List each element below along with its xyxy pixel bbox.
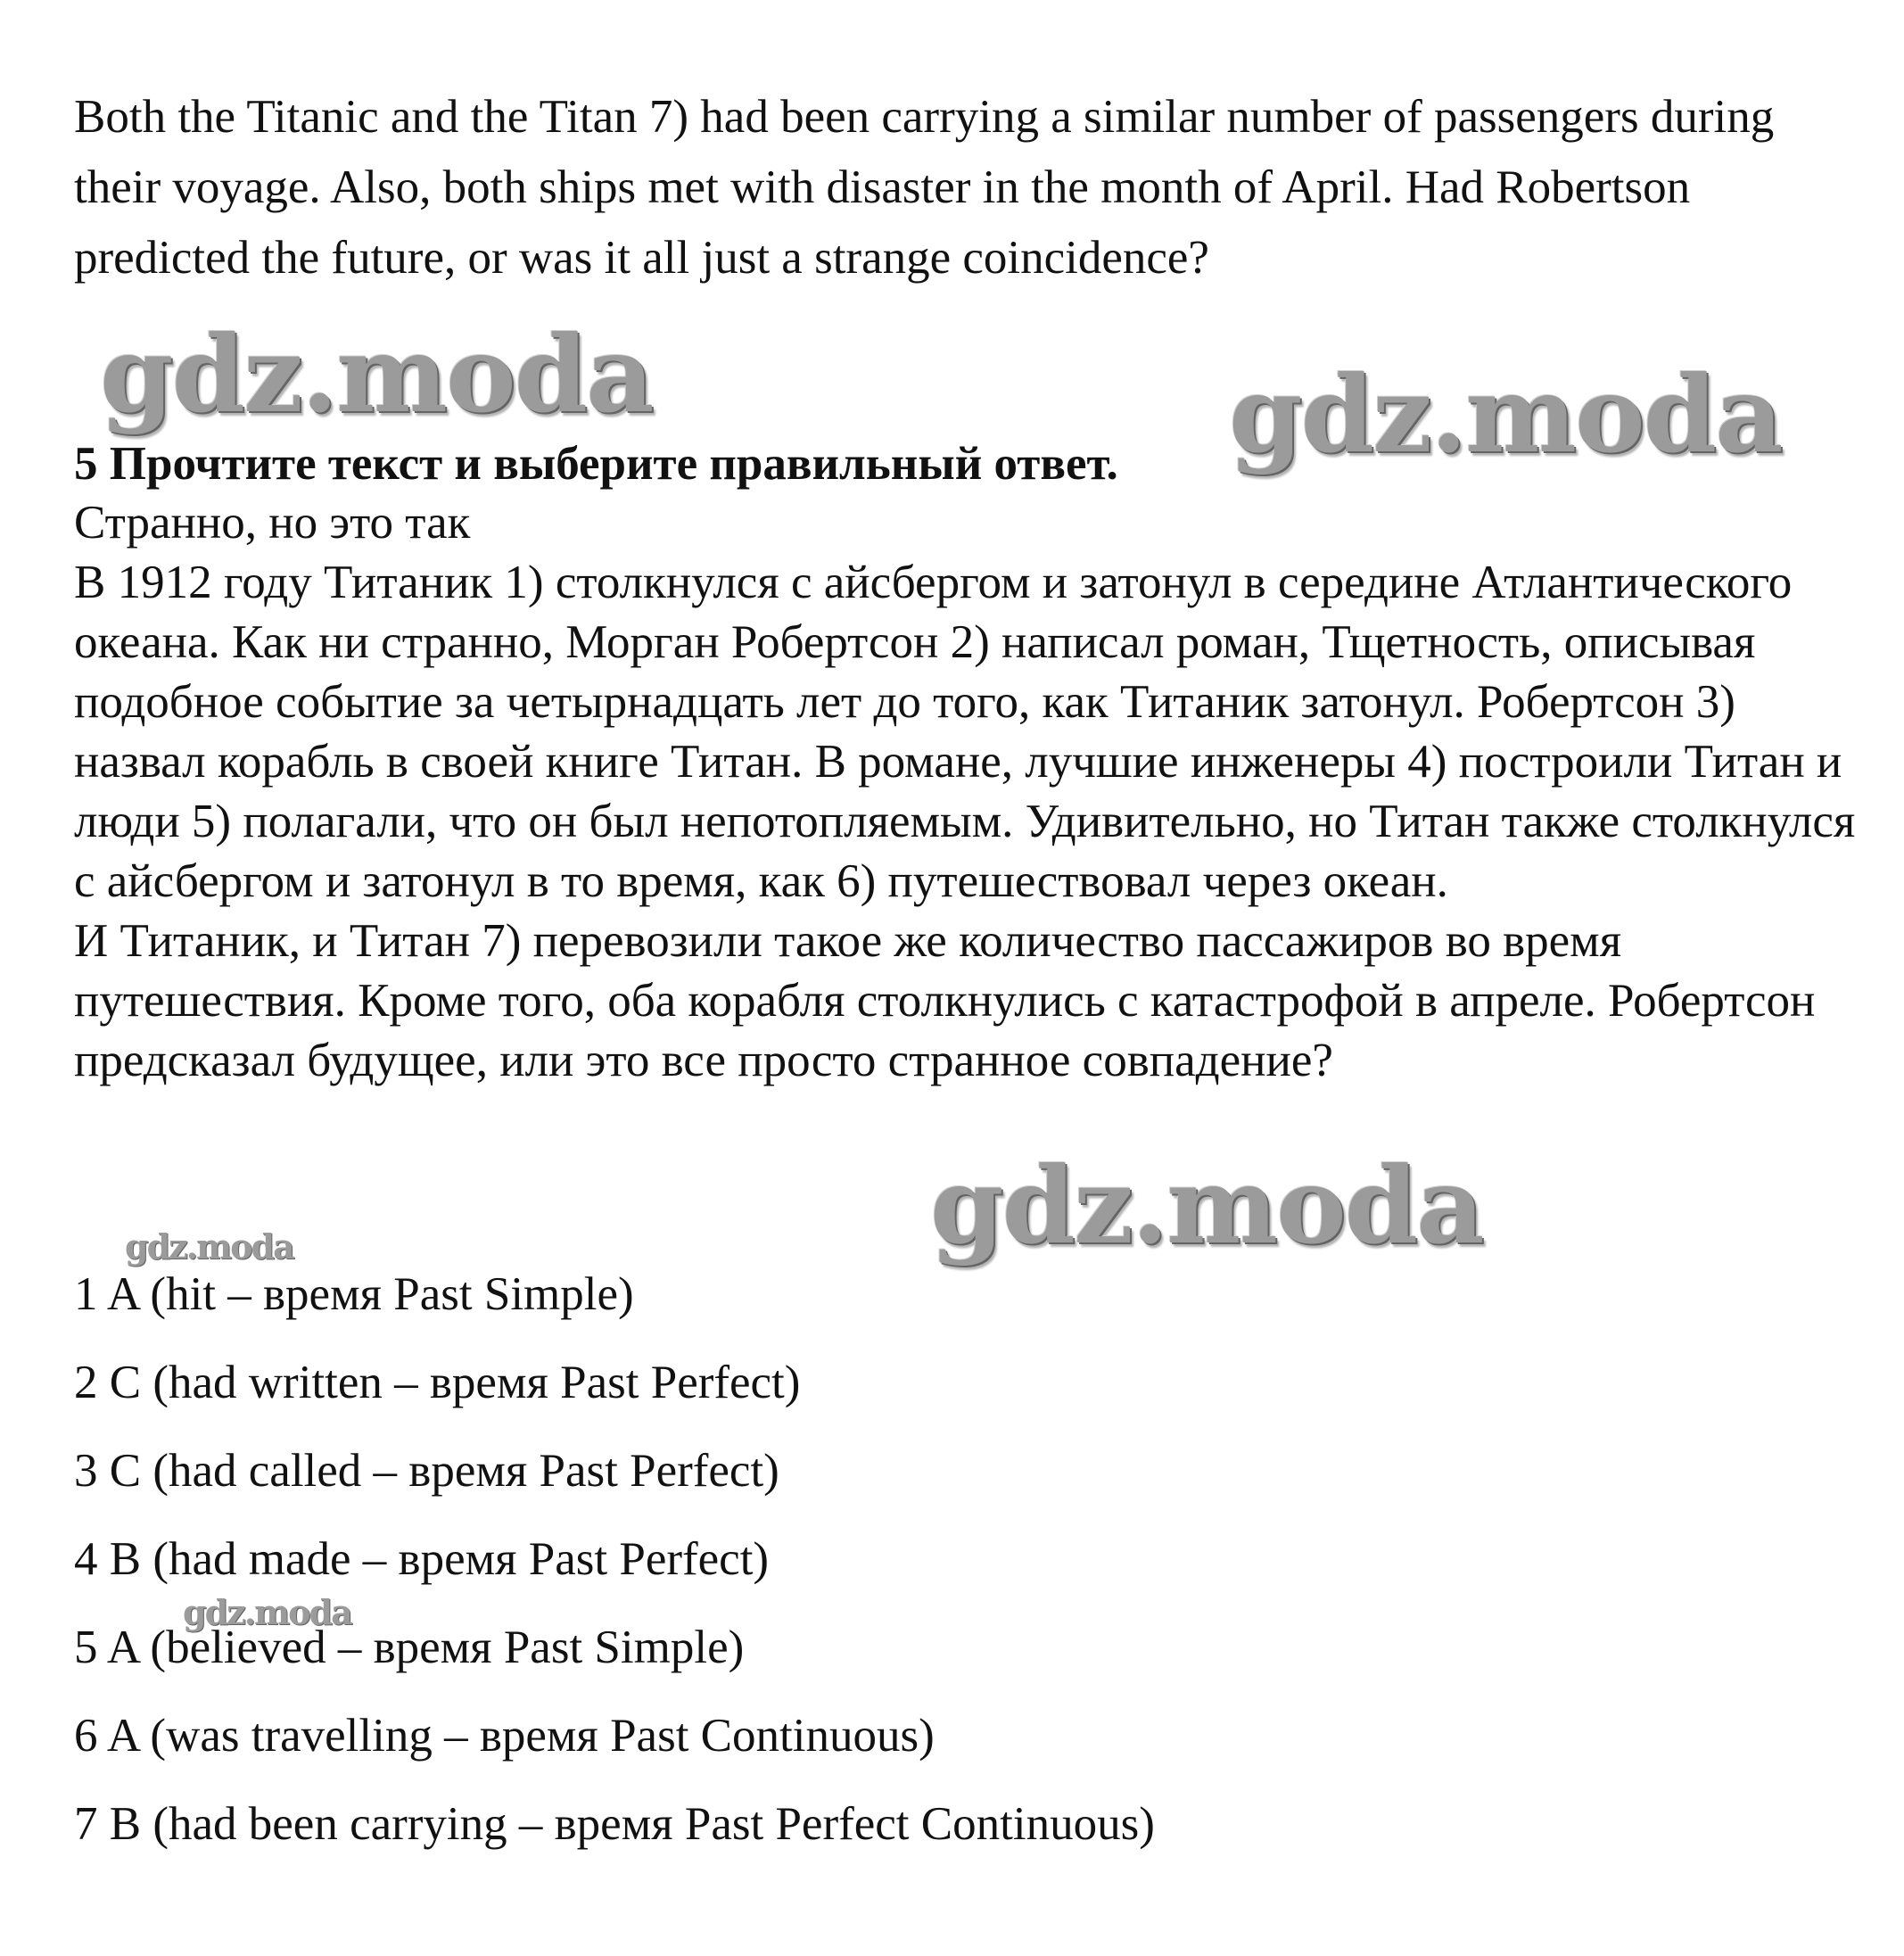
- answer-item: 6 A (was travelling – время Past Continuous): [74, 1710, 935, 1762]
- answer-item: 7 B (had been carrying – время Past Perfect Continuous): [74, 1798, 1155, 1850]
- intro-paragraph: Both the Titanic and the Titan 7) had been carrying a similar number of passengers during their voyage. Also, both ships met with disaster in the month of April. Had Robertson predicted the future, or was it all just a strange coincidence?: [74, 91, 1775, 284]
- exercise-heading: 5 Прочтите текст и выберите правильный ответ.: [74, 438, 1118, 490]
- exercise-paragraph: И Титаник, и Титан 7) перевозили такое же количество пассажиров во время путешествия. Кроме того, оба корабля столкнулись с катастрофой в апреле. Робертсон предсказал будущее, или это все просто странное совпадение?: [74, 915, 1816, 1086]
- watermark-logo: gdz.moda: [1229, 352, 1782, 476]
- answer-item: 3 C (had called – время Past Perfect): [74, 1445, 779, 1497]
- answer-item: 1 A (hit – время Past Simple): [74, 1268, 634, 1320]
- exercise-body: [74, 493, 1867, 1091]
- exercise-title: Странно, но это так: [74, 497, 471, 549]
- answer-item: 4 B (had made – время Past Perfect): [74, 1533, 770, 1585]
- answer-item: 2 C (had written – время Past Perfect): [74, 1357, 801, 1408]
- exercise-paragraph: В 1912 году Титаник 1) столкнулся с айсбергом и затонул в середине Атлантического океана. Как ни странно, Морган Робертсон 2) написал роман, Тщетность, описывая подобное событие за четырнадцать лет до того, как Титаник затонул. Робертсон 3) назвал корабль в своей книге Титан. В романе, лучшие инженеры 4) построили Титан и люди 5) полагали, что он был непотопляемым. Удивительно, но Титан также столкнулся с айсбергом и затонул в то время, как 6) путешествовал через океан.: [74, 557, 1856, 907]
- watermark-logo: gdz.moda: [930, 1143, 1483, 1267]
- watermark-logo: gdz.moda: [183, 1592, 351, 1632]
- watermark-logo: gdz.moda: [125, 1226, 293, 1267]
- answer-item: 5 A (believed – время Past Simple): [74, 1622, 745, 1673]
- watermark-logo: gdz.moda: [100, 312, 653, 436]
- answer-list: [74, 1265, 1155, 1883]
